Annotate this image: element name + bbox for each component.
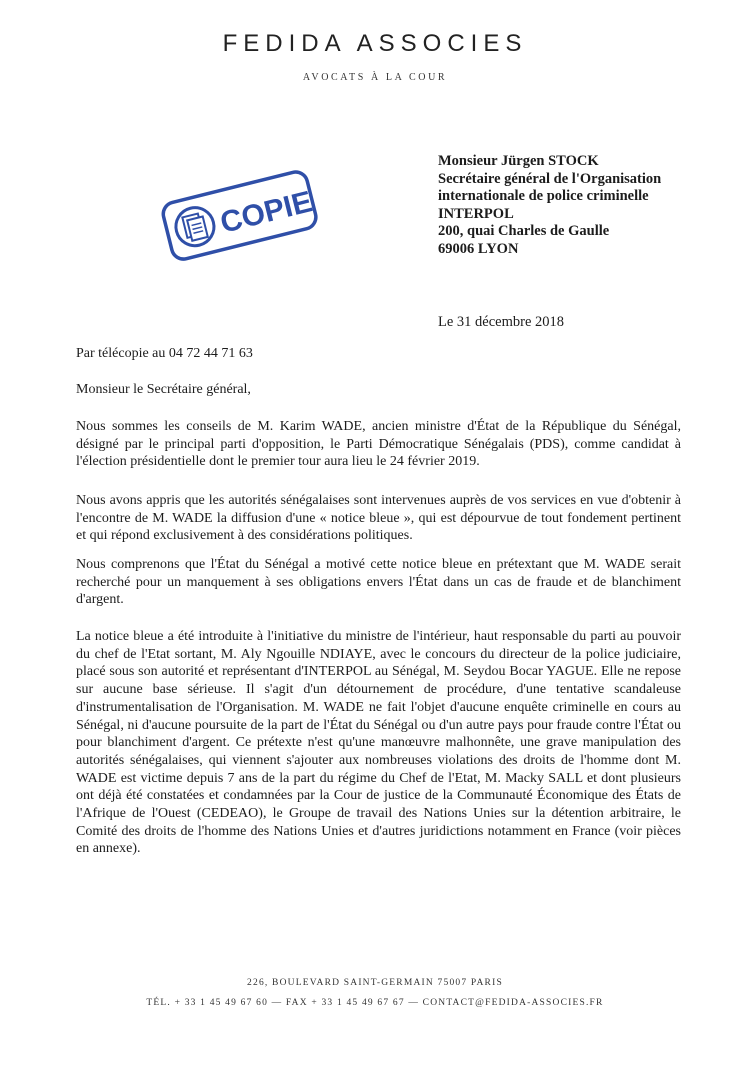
body-paragraph: Nous avons appris que les autorités sénégalaises sont intervenues auprès de vos services en vue d'obtenir à l'encontre de M. WADE la diffusion d'une « notice bleue », qui est dépourvue de tout fondement pertinent et qui répond exclusivement à des considérations politiques.: [76, 493, 681, 544]
body-paragraph: Nous comprenons que l'État du Sénégal a motivé cette notice bleue en prétextant que M. WADE serait recherché pour un manquement à ses obligations envers l'État dans un cas de fraude et de blanchiment d'argent.: [76, 557, 681, 608]
recipient-address: [438, 153, 738, 258]
body-paragraph: Nous sommes les conseils de M. Karim WADE, ancien ministre d'État de la République du Sénégal, désigné par le principal parti d'opposition, le Parti Démocratique Sénégalais (PDS), comme candidat à l'élection présidentielle dont le premier tour aura lieu le 24 février 2019.: [76, 419, 681, 470]
recipient-line: INTERPOL: [438, 205, 514, 222]
salutation: Monsieur le Secrétaire général,: [76, 382, 251, 397]
recipient-line: 69006 LYON: [438, 240, 519, 257]
stamp-text: COPIE: [217, 185, 316, 240]
body-paragraph: La notice bleue a été introduite à l'initiative du ministre de l'intérieur, haut responsable du parti au pouvoir du chef de l'Etat sortant, M. Aly Ngouille NDIAYE, avec le concours du directeur de la police judiciaire, placé sous son autorité et représentant d'INTERPOL au Sénégal, M. Seydou Bocar YAGUE. Elle ne repose sur aucune base sérieuse. Il s'agit d'un détournement de procédure, d'une tentative scandaleuse d'instrumentalisation de l'Organisation. M. WADE ne fait l'objet d'aucune enquête criminelle en cours au Sénégal, ni d'aucune poursuite de la part de l'État du Sénégal ou d'un autre pays pour fraude contre l'État ou pour blanchiment d'argent. Ce prétexte n'est qu'une manœuvre malhonnête, une grave manipulation des autorités sénégalaises, qui viennent s'ajouter aux nombreuses violations des droits de l'homme dont M. WADE est victime depuis 7 ans de la part du régime du Chef de l'Etat, M. Macky SALL et dont plusieurs ont déjà été constatées et condamnées par la Cour de justice de la Communauté Économique des États de l'Afrique de l'Ouest (CEDEAO), le Groupe de travail des Nations Unies sur la détention arbitraire, le Comité des droits de l'homme des Nations Unies et d'autres juridictions notamment en France (voir pièces en annexe).: [76, 629, 681, 857]
firm-tagline: AVOCATS À LA COUR: [302, 72, 448, 83]
recipient-line: internationale de police criminelle: [438, 188, 649, 204]
firm-name: FEDIDA ASSOCIES: [222, 30, 528, 57]
letter-date: Le 31 décembre 2018: [438, 314, 565, 330]
fax-line: Par télécopie au 04 72 44 71 63: [76, 346, 253, 361]
footer-contact: TÉL. + 33 1 45 49 67 60 — FAX + 33 1 45 49 67 67 — CONTACT@FEDIDA-ASSOCIES.FR: [146, 998, 604, 1008]
recipient-line: Monsieur Jürgen STOCK: [438, 153, 599, 169]
recipient-line: Secrétaire général de l'Organisation: [438, 170, 662, 187]
footer-address: 226, BOULEVARD SAINT-GERMAIN 75007 PARIS: [247, 978, 503, 988]
copy-stamp: [160, 170, 325, 265]
recipient-line: 200, quai Charles de Gaulle: [438, 223, 610, 239]
document-stack-icon: [172, 204, 218, 250]
